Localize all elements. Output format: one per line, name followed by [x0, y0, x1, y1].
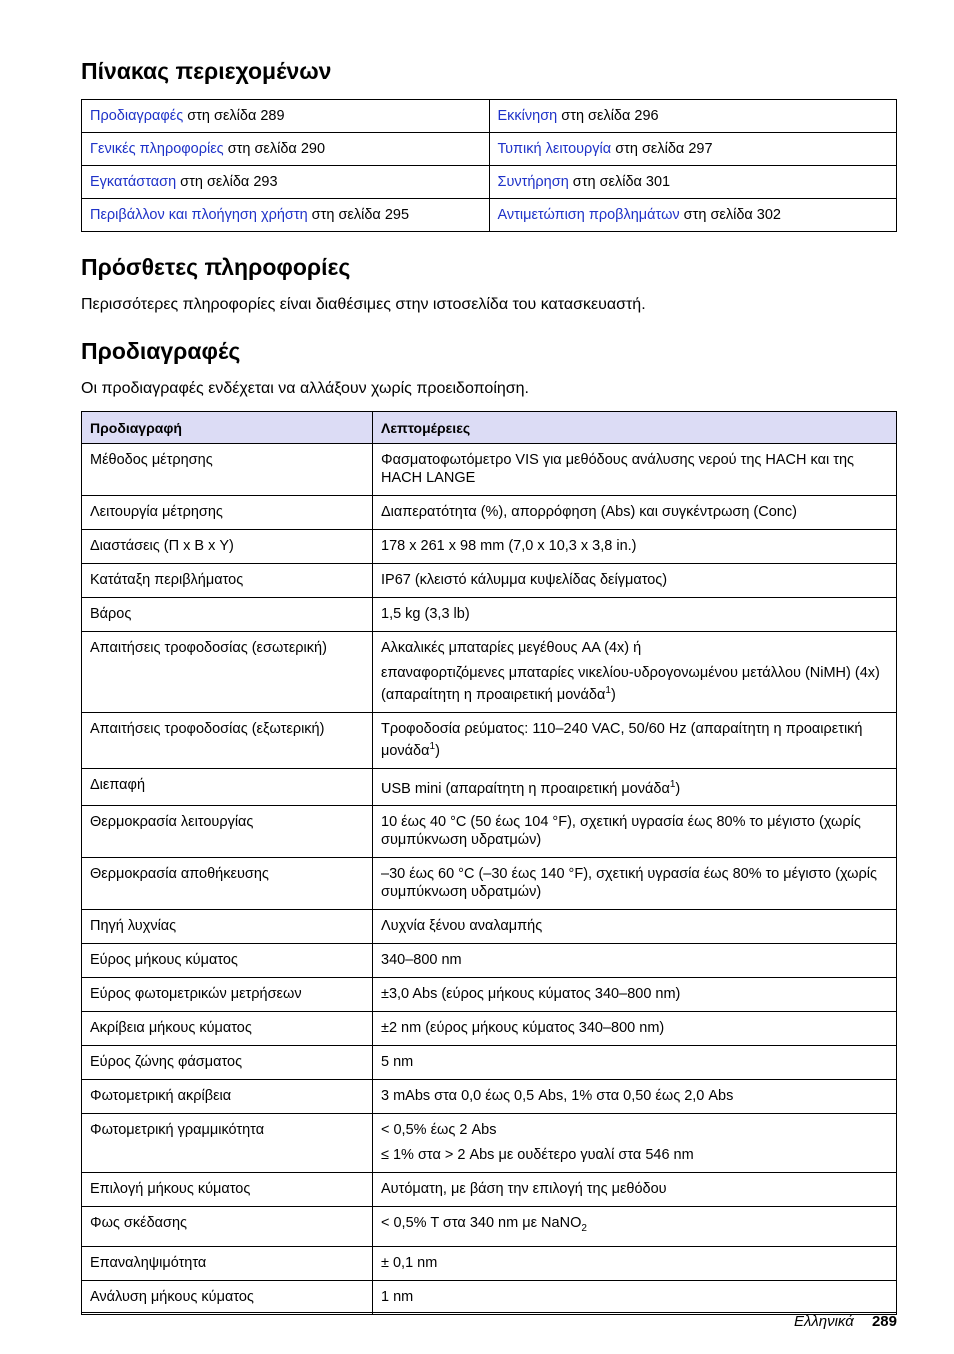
spec-details: [373, 632, 897, 713]
spec-detail-line: < 0,5% T στα 340 nm με NaNO$_2$: [381, 1215, 587, 1235]
toc-page-ref: στη σελίδα 295: [307, 207, 410, 223]
toc-row: [82, 100, 897, 133]
spec-row: [82, 598, 897, 632]
toc-link[interactable]: Περιβάλλον και πλοήγηση χρήστη: [90, 207, 308, 223]
spec-details: [373, 944, 897, 978]
spec-detail-line: 3 mAbs στα 0,0 έως 0,5 Abs, 1% στα 0,50 έως 2,0 Abs: [381, 1088, 734, 1105]
toc-link[interactable]: Εγκατάσταση: [90, 174, 177, 190]
spec-detail-line: 340–800 nm: [381, 952, 462, 969]
spec-detail-line: ≤ 1% στα > 2 Abs με ουδέτερο γυαλί στα 546 nm: [381, 1147, 694, 1164]
toc-page-ref: στη σελίδα 290: [223, 141, 326, 157]
spec-row: [82, 944, 897, 978]
spec-name: Επιλογή μήκους κύματος: [82, 1173, 373, 1207]
spec-row: [82, 632, 897, 713]
toc-page-ref: στη σελίδα 297: [611, 141, 713, 157]
toc-entry: [489, 166, 897, 199]
toc-page-ref: στη σελίδα 293: [176, 174, 278, 190]
spec-name: Φωτομετρική γραμμικότητα: [82, 1114, 373, 1173]
spec-detail-line: Τροφοδοσία ρεύματος: 110–240 VAC, 50/60 Hz (απαραίτητη η προαιρετική μονάδα$^1$): [381, 720, 863, 759]
spec-row: [82, 1012, 897, 1046]
toc-row: [82, 199, 897, 232]
spec-name: Κατάταξη περιβλήματος: [82, 564, 373, 598]
spec-details: [373, 444, 897, 496]
spec-detail-line: 5 nm: [381, 1054, 414, 1071]
spec-details: [373, 598, 897, 632]
toc-table: [81, 99, 897, 232]
spec-details: [373, 1012, 897, 1046]
spec-detail-line: ±2 nm (εύρος μήκους κύματος 340–800 nm): [381, 1020, 665, 1037]
spec-row: [82, 768, 897, 806]
spec-detail-line: ±3,0 Abs (εύρος μήκους κύματος 340–800 nm): [381, 986, 681, 1003]
spec-row: [82, 712, 897, 768]
toc-entry: [82, 133, 490, 166]
spec-row: [82, 564, 897, 598]
spec-name: Εύρος φωτομετρικών μετρήσεων: [82, 978, 373, 1012]
spec-name: Πηγή λυχνίας: [82, 910, 373, 944]
spec-detail-line: USB mini (απαραίτητη η προαιρετική μονάδα$^1$): [381, 778, 681, 797]
specifications-table: [81, 411, 897, 1315]
spec-detail-line: 1 nm: [381, 1289, 414, 1306]
additional-info-text: Περισσότερες πληροφορίες είναι διαθέσιμες στην ιστοσελίδα του κατασκευαστή.: [81, 296, 646, 313]
toc-link[interactable]: Τυπική λειτουργία: [497, 141, 612, 157]
spec-detail-line: Αλκαλικές μπαταρίες μεγέθους AA (4x) ή: [381, 640, 642, 656]
spec-row: [82, 1173, 897, 1207]
spec-name: Θερμοκρασία αποθήκευσης: [82, 858, 373, 910]
spec-details: [373, 1207, 897, 1247]
toc-page-ref: στη σελίδα 289: [183, 108, 285, 124]
spec-row: [82, 1207, 897, 1247]
spec-name: Φως σκέδασης: [82, 1207, 373, 1247]
spec-name: Διαστάσεις (Π x Β x Υ): [82, 530, 373, 564]
spec-row: [82, 978, 897, 1012]
page-number: 289: [871, 1313, 897, 1330]
spec-row: [82, 1046, 897, 1080]
toc-page-ref: στη σελίδα 296: [557, 108, 659, 124]
footer-language: Ελληνικά: [793, 1313, 854, 1330]
spec-name: Ακρίβεια μήκους κύματος: [82, 1012, 373, 1046]
spec-name: Διεπαφή: [82, 768, 373, 806]
spec-detail-line: 1,5 kg (3,3 lb): [381, 606, 470, 622]
spec-row: [82, 496, 897, 530]
toc-entry: [489, 100, 897, 133]
spec-name: Εύρος μήκους κύματος: [82, 944, 373, 978]
spec-row: [82, 1080, 897, 1114]
spec-row: [82, 530, 897, 564]
toc-link[interactable]: Εκκίνηση: [497, 108, 558, 124]
spec-name: Λειτουργία μέτρησης: [82, 496, 373, 530]
spec-header-details: Λεπτομέρειες: [373, 412, 897, 444]
spec-detail-line: < 0,5% έως 2 Abs: [381, 1122, 497, 1139]
spec-details: [373, 496, 897, 530]
spec-detail-line: 178 x 261 x 98 mm (7,0 x 10,3 x 3,8 in.): [381, 538, 637, 554]
toc-heading: Πίνακας περιεχομένων: [81, 58, 332, 84]
spec-details: [373, 768, 897, 806]
toc-row: [82, 133, 897, 166]
spec-name: Βάρος: [82, 598, 373, 632]
spec-details: [373, 564, 897, 598]
spec-details: [373, 1247, 897, 1281]
spec-detail-line: 10 έως 40 °C (50 έως 104 °F), σχετική υγρασία έως 80% το μέγιστο (χωρίς συμπύκνωση υδρατμών): [381, 814, 861, 849]
toc-entry: [82, 100, 490, 133]
spec-row: [82, 1247, 897, 1281]
toc-page-ref: στη σελίδα 302: [679, 207, 781, 223]
spec-details: [373, 1281, 897, 1315]
spec-detail-line: Αυτόματη, με βάση την επιλογή της μεθόδου: [381, 1181, 667, 1198]
spec-row: [82, 910, 897, 944]
spec-name: Ανάλυση μήκους κύματος: [82, 1281, 373, 1315]
spec-detail-line: IP67 (κλειστό κάλυμμα κυψελίδας δείγματος): [381, 572, 668, 588]
spec-details: [373, 1173, 897, 1207]
spec-row: [82, 444, 897, 496]
spec-details: [373, 1114, 897, 1173]
spec-detail-line: επαναφορτιζόμενες μπαταρίες νικελίου-υδρογονωμένου μετάλλου (NiMH) (4x) (απαραίτητη η προαιρετική μονάδα$^1$): [381, 665, 880, 703]
spec-details: [373, 1080, 897, 1114]
spec-row: [82, 858, 897, 910]
spec-details: [373, 858, 897, 910]
spec-row: [82, 1114, 897, 1173]
toc-entry: [82, 199, 490, 232]
spec-name: Απαιτήσεις τροφοδοσίας (εσωτερική): [82, 632, 373, 713]
toc-entry: [489, 199, 897, 232]
spec-row: [82, 1281, 897, 1315]
spec-details: [373, 806, 897, 858]
spec-details: [373, 712, 897, 768]
spec-name: Θερμοκρασία λειτουργίας: [82, 806, 373, 858]
page-footer: [794, 1313, 897, 1330]
specifications-heading: Προδιαγραφές: [81, 338, 241, 364]
spec-name: Μέθοδος μέτρησης: [82, 444, 373, 496]
additional-info-heading: Πρόσθετες πληροφορίες: [81, 254, 351, 280]
toc-row: [82, 166, 897, 199]
spec-detail-line: –30 έως 60 °C (–30 έως 140 °F), σχετική υγρασία έως 80% το μέγιστο (χωρίς συμπύκνωση υδρατμών): [381, 866, 877, 901]
spec-name: Επαναληψιμότητα: [82, 1247, 373, 1281]
spec-detail-line: Φασματοφωτόμετρο VIS για μεθόδους ανάλυσης νερού της HACH και της HACH LANGE: [381, 452, 855, 486]
spec-name: Απαιτήσεις τροφοδοσίας (εξωτερική): [82, 712, 373, 768]
toc-link[interactable]: Αντιμετώπιση προβλημάτων: [497, 207, 680, 223]
spec-details: [373, 1046, 897, 1080]
spec-detail-line: Διαπερατότητα (%), απορρόφηση (Abs) και συγκέντρωση (Conc): [381, 504, 797, 520]
toc-entry: [489, 133, 897, 166]
spec-detail-line: Λυχνία ξένου αναλαμπής: [381, 918, 543, 935]
toc-page-ref: στη σελίδα 301: [568, 174, 671, 190]
toc-link[interactable]: Προδιαγραφές: [90, 108, 184, 124]
spec-header-name: Προδιαγραφή: [82, 412, 373, 444]
toc-entry: [82, 166, 490, 199]
footer-rule: [81, 1312, 897, 1313]
toc-link[interactable]: Γενικές πληροφορίες: [90, 141, 224, 157]
spec-row: [82, 806, 897, 858]
spec-details: [373, 530, 897, 564]
toc-link[interactable]: Συντήρηση: [497, 174, 569, 190]
spec-header-row: [82, 412, 897, 444]
spec-name: Εύρος ζώνης φάσματος: [82, 1046, 373, 1080]
spec-details: [373, 910, 897, 944]
spec-detail-line: ± 0,1 nm: [381, 1255, 438, 1272]
spec-details: [373, 978, 897, 1012]
specifications-intro: Οι προδιαγραφές ενδέχεται να αλλάξουν χωρίς προειδοποίηση.: [81, 380, 529, 397]
spec-name: Φωτομετρική ακρίβεια: [82, 1080, 373, 1114]
